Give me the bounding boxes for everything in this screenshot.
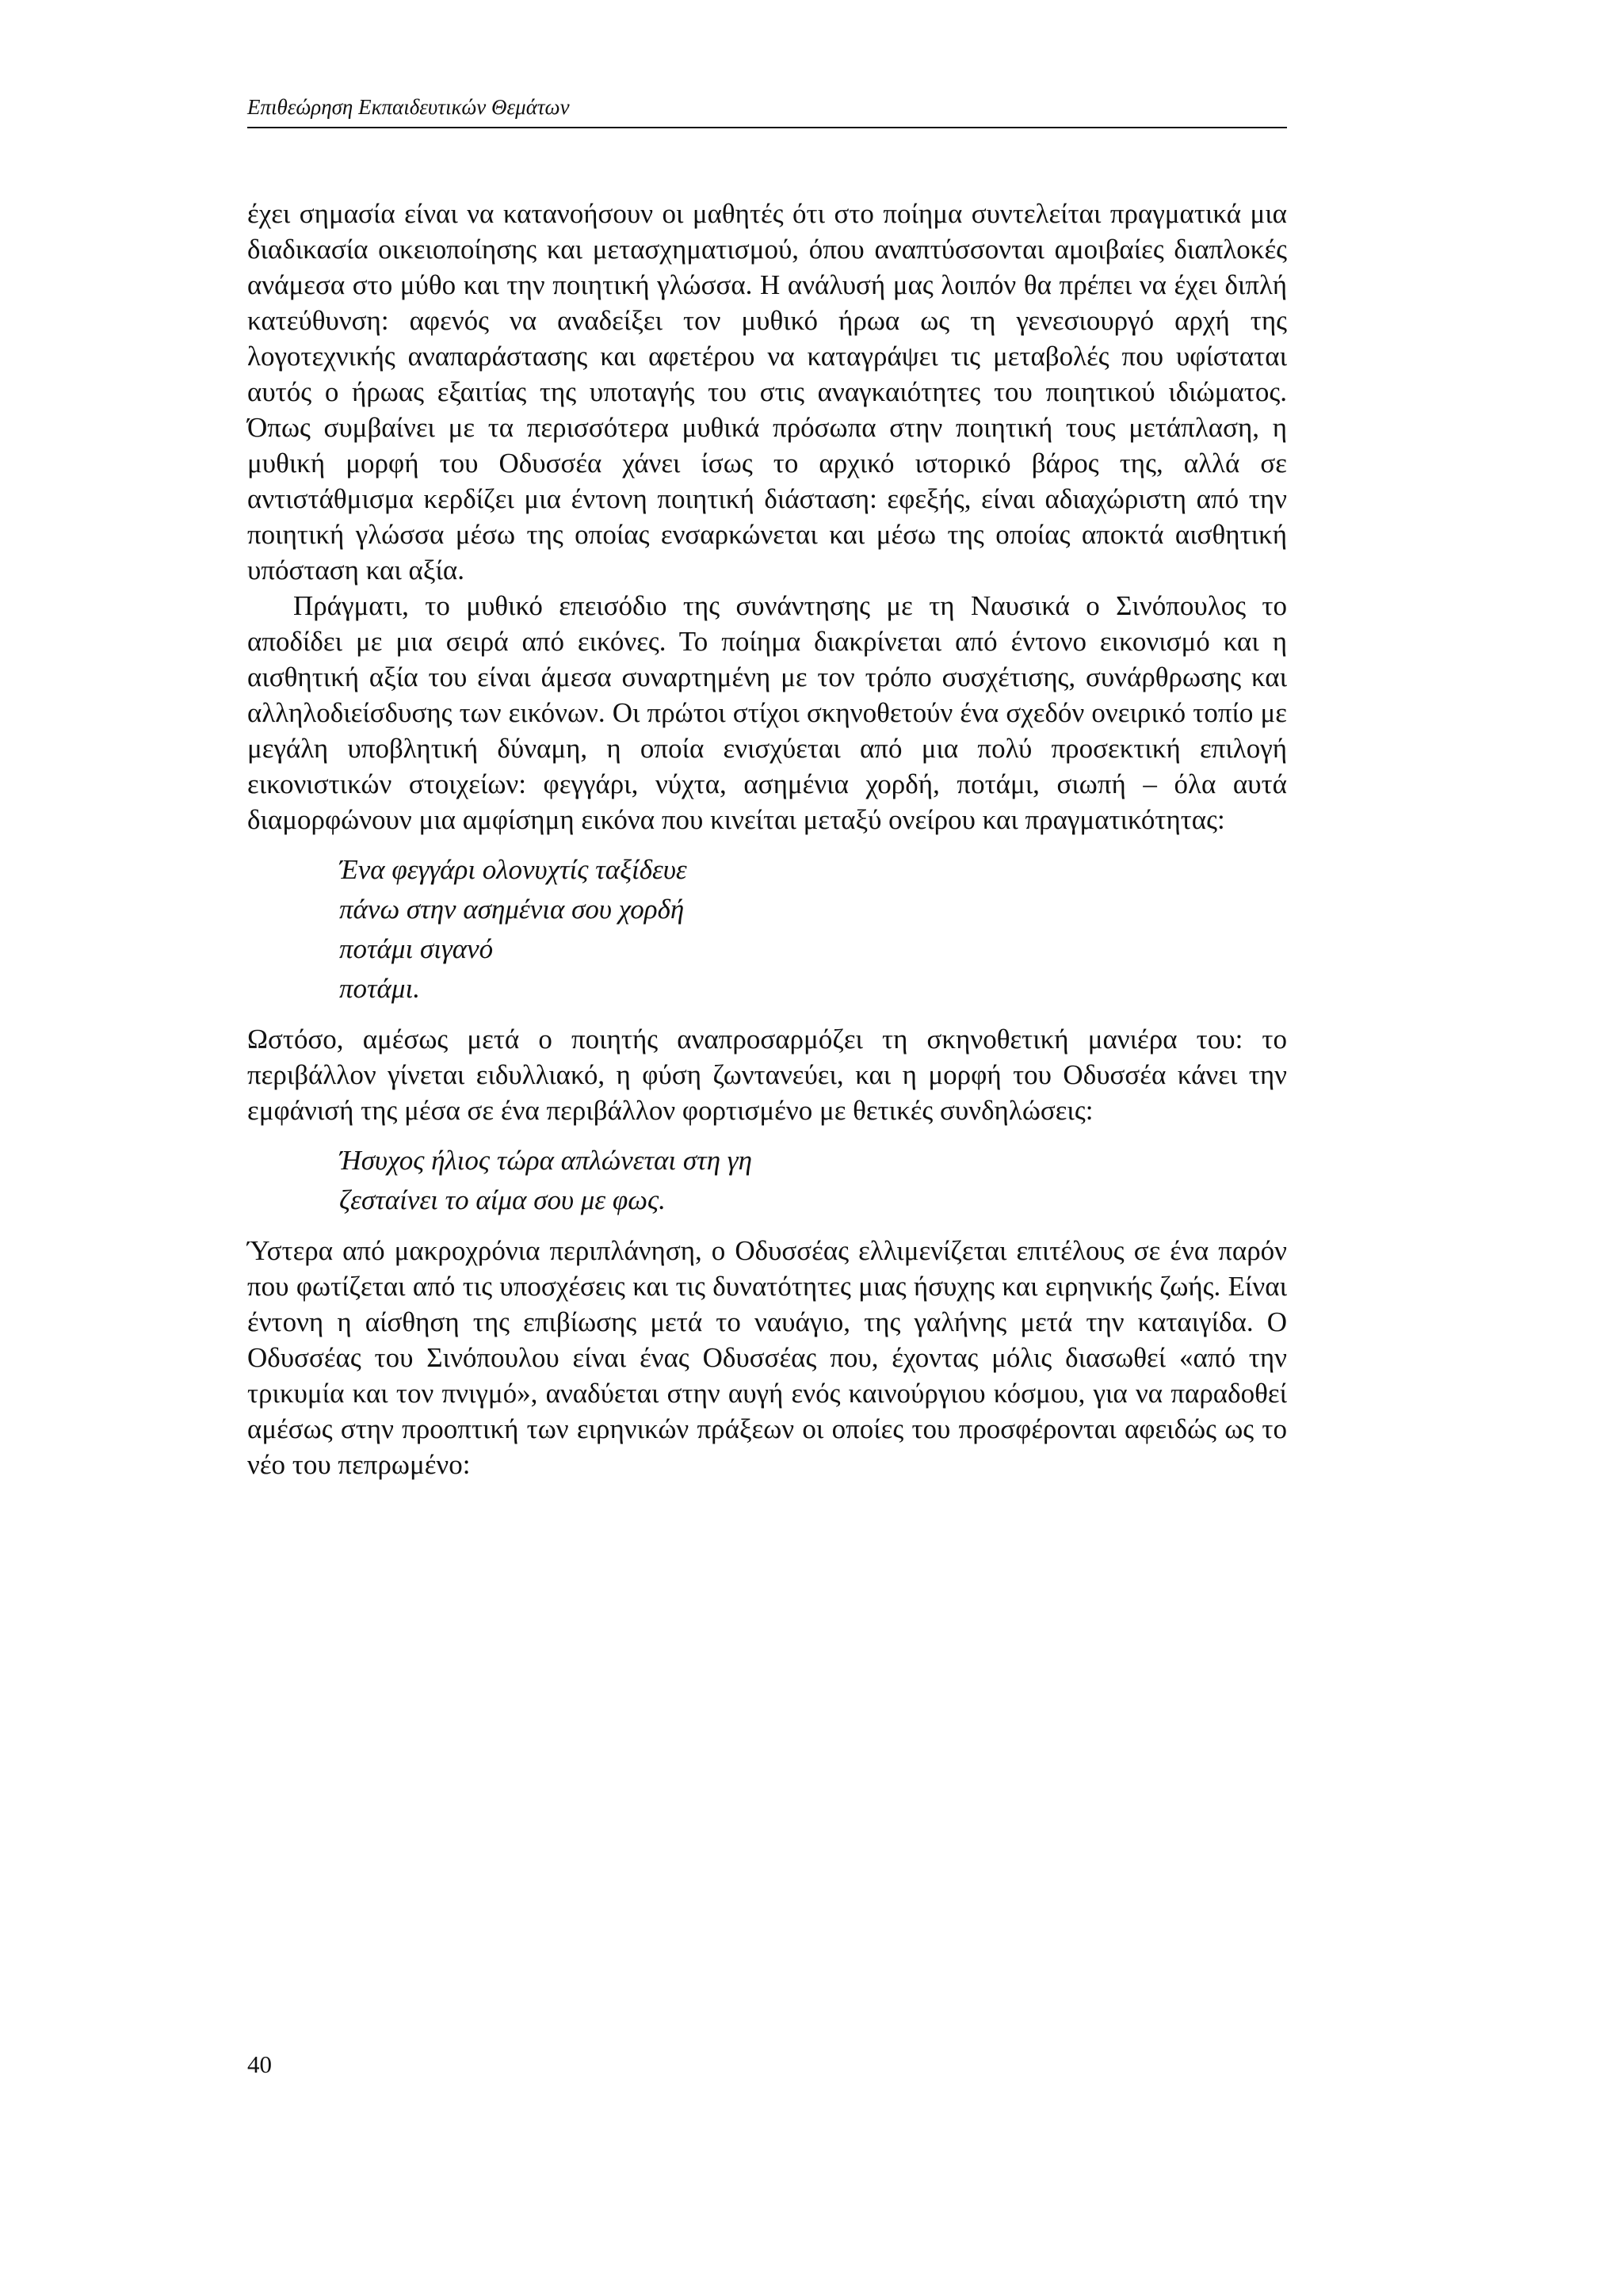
paragraph-2: Πράγματι, το μυθικό επεισόδιο της συνάντησης με τη Ναυσικά ο Σινόπουλος το αποδίδει με μια σειρά από εικόνες. Το ποίημα διακρίνεται από έντονο εικονισμό και η αισθητική αξία του είναι άμεσα συναρτημένη με τον τρόπο συσχέτισης, συνάρθρωσης και αλληλοδιείσδυσης των εικόνων. Οι πρώτοι στίχοι σκηνοθετούν ένα σχεδόν ονειρικό τοπίο με μεγάλη υποβλητική δύναμη, η οποία ενισχύεται από μια πολύ προσεκτική επιλογή εικονιστικών στοιχείων: φεγγάρι, νύχτα, ασημένια χορδή, ποτάμι, σιωπή – όλα αυτά διαμορφώνουν μια αμφίσημη εικόνα που κινείται μεταξύ ονείρου και πραγματικότητας: bbox=[247, 590, 1287, 835]
poem-quote-1 bbox=[339, 850, 1287, 1009]
poem-line: ποτάμι σιγανό bbox=[339, 933, 494, 964]
poem-line: ζεσταίνει το αίμα σου με φως. bbox=[339, 1184, 666, 1215]
running-header: Επιθεώρηση Εκπαιδευτικών Θεμάτων bbox=[247, 95, 1287, 128]
poem-line: Ένα φεγγάρι ολονυχτίς ταξίδευε bbox=[339, 854, 687, 885]
paragraph-4: Ύστερα από μακροχρόνια περιπλάνηση, ο Οδυσσέας ελλιμενίζεται επιτέλους σε ένα παρόν που φωτίζεται από τις υποσχέσεις και τις δυνατότητες μιας ήσυχης και ειρηνικής ζωής. Είναι έντονη η αίσθηση της επιβίωσης μετά το ναυάγιο, της γαλήνης μετά την καταιγίδα. Ο Οδυσσέας του Σινόπουλου είναι ένας Οδυσσέας που, έχοντας μόλις διασωθεί «από την τρικυμία και τον πνιγμό», αναδύεται στην αυγή ενός καινούργιου κόσμου, για να παραδοθεί αμέσως στην προοπτική των ειρηνικών πράξεων οι οποίες του προσφέρονται αφειδώς ως το νέο του πεπρωμένο: bbox=[247, 1235, 1287, 1480]
poem-line: ποτάμι. bbox=[339, 973, 420, 1004]
poem-line: Ήσυχος ήλιος τώρα απλώνεται στη γη bbox=[339, 1145, 752, 1176]
page-number: 40 bbox=[247, 2050, 272, 2078]
paragraph-1: έχει σημασία είναι να κατανοήσουν οι μαθητές ότι στο ποίημα συντελείται πραγματικά μια διαδικασία οικειοποίησης και μετασχηματισμού, όπου αναπτύσσονται αμοιβαίες διαπλοκές ανάμεσα στο μύθο και την ποιητική γλώσσα. Η ανάλυσή μας λοιπόν θα πρέπει να έχει διπλή κατεύθυνση: αφενός να αναδείξει τον μυθικό ήρωα ως τη γενεσιουργό αρχή της λογοτεχνικής αναπαράστασης και αφετέρου να καταγράψει τις μεταβολές που υφίσταται αυτός ο ήρωας εξαιτίας της υποταγής του στις αναγκαιότητες του ποιητικού ιδιώματος. Όπως συμβαίνει με τα περισσότερα μυθικά πρόσωπα στην ποιητική τους μετάπλαση, η μυθική μορφή του Οδυσσέα χάνει ίσως το αρχικό ιστορικό βάρος της, αλλά σε αντιστάθμισμα κερδίζει μια έντονη ποιητική διάσταση: εφεξής, είναι αδιαχώριστη από την ποιητική γλώσσα μέσω της οποίας ενσαρκώνεται και μέσω της οποίας αποκτά αισθητική υπόσταση και αξία. bbox=[247, 198, 1287, 585]
paragraph-3: Ωστόσο, αμέσως μετά ο ποιητής αναπροσαρμόζει τη σκηνοθετική μανιέρα του: το περιβάλλον γίνεται ειδυλλιακό, η φύση ζωντανεύει, και η μορφή του Οδυσσέα κάνει την εμφάνισή της μέσα σε ένα περιβάλλον φορτισμένο με θετικές συνδηλώσεις: bbox=[247, 1024, 1287, 1126]
article-body bbox=[247, 196, 1287, 1482]
poem-quote-2 bbox=[339, 1141, 1287, 1220]
poem-line: πάνω στην ασημένια σου χορδή bbox=[339, 894, 685, 925]
